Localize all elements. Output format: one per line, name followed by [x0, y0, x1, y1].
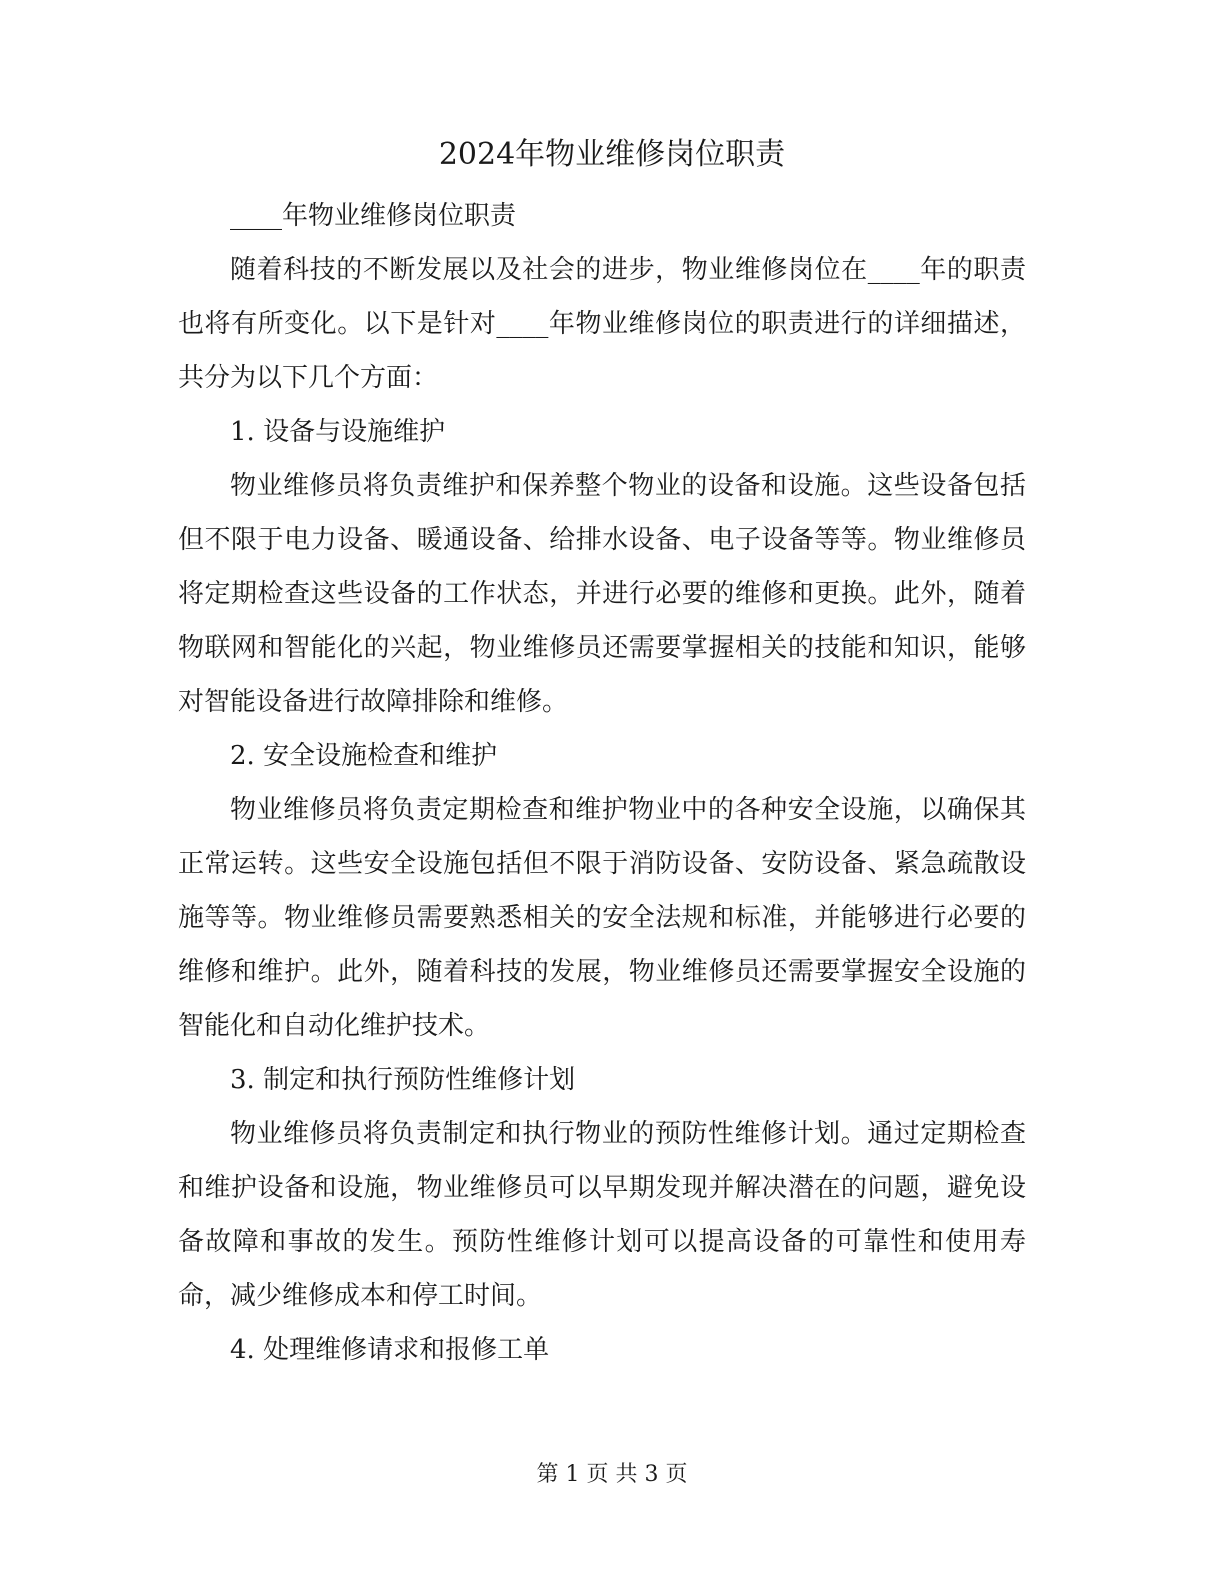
section-body-2: 物业维修员将负责定期检查和维护物业中的各种安全设施，以确保其正常运转。这些安全设施包括但不限于消防设备、安防设备、紧急疏散设施等等。物业维修员需要熟悉相关的安全法规和标准，并能够进行必要的维修和维护。此外，随着科技的发展，物业维修员还需要掌握安全设施的智能化和自动化维护技术。: [178, 795, 1026, 1041]
intro-paragraph: 随着科技的不断发展以及社会的进步，物业维修岗位在____年的职责也将有所变化。以下是针对____年物业维修岗位的职责进行的详细描述，共分为以下几个方面：: [178, 255, 1026, 393]
section-body-3: 物业维修员将负责制定和执行物业的预防性维修计划。通过定期检查和维护设备和设施，物业维修员可以早期发现并解决潜在的问题，避免设备故障和事故的发生。预防性维修计划可以提高设备的可靠性和使用寿命，减少维修成本和停工时间。: [178, 1119, 1026, 1311]
section-heading-2: 2. 安全设施检查和维护: [230, 741, 498, 771]
document-title: 2024年物业维修岗位职责: [438, 137, 786, 172]
section-heading-3: 3. 制定和执行预防性维修计划: [230, 1065, 576, 1095]
document-body: [178, 189, 1026, 1377]
section-heading-4: 4. 处理维修请求和报修工单: [230, 1335, 550, 1365]
subtitle-line: ____年物业维修岗位职责: [230, 201, 517, 231]
section-heading-1: 1. 设备与设施维护: [230, 417, 446, 447]
section-body-1: 物业维修员将负责维护和保养整个物业的设备和设施。这些设备包括但不限于电力设备、暖通设备、给排水设备、电子设备等等。物业维修员将定期检查这些设备的工作状态，并进行必要的维修和更换。此外，随着物联网和智能化的兴起，物业维修员还需要掌握相关的技能和知识，能够对智能设备进行故障排除和维修。: [178, 471, 1026, 717]
page-footer: 第 1 页 共 3 页: [536, 1462, 688, 1487]
